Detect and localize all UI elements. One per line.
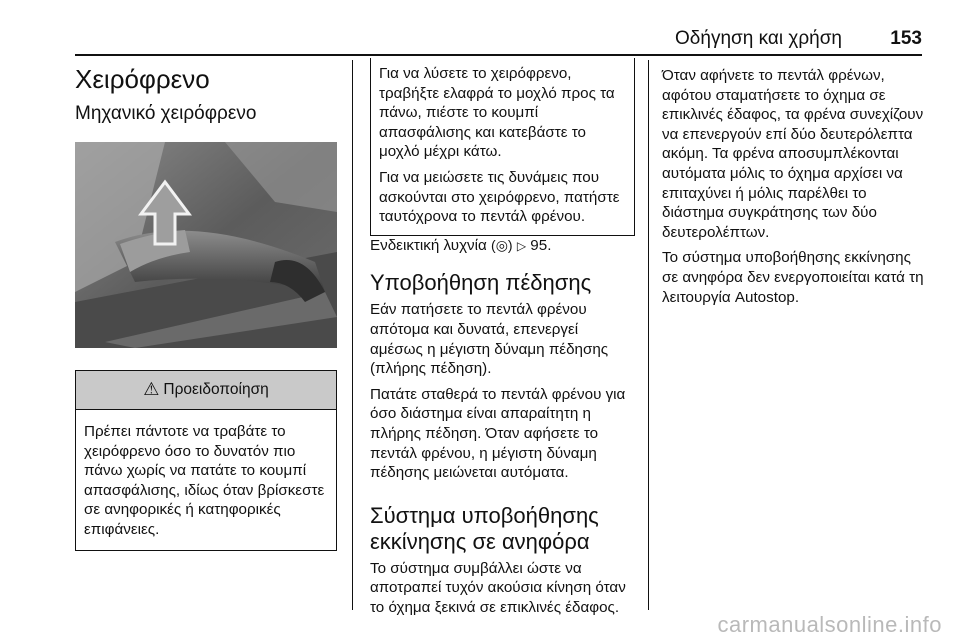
watermark: carmanualsonline.info [717,612,942,637]
column-divider-1 [352,60,353,610]
brake-lamp-icon: (◎) [491,236,513,253]
reduce-force-tip: Για να μειώσετε τις δυνάμεις που ασκούνται στο χειρόφρενο, πατήστε ταυτόχρονα το πεντάλ φρένου. [379,168,620,226]
page-header [0,0,960,58]
indicator-line [370,236,635,257]
page-number: 153 [890,28,922,49]
warning-label: Προειδοποίηση [163,381,269,399]
section-title-brake-assist: Υποβοήθηση πέδησης [370,270,592,296]
hill-start-paragraph-1: Το σύστημα συμβάλλει ώστε να αποτραπεί τυχόν ακούσια κίνηση όταν το όχημα ξεκινά σε επικλινές έδαφος. [370,559,626,616]
header-rule [75,54,922,56]
handbrake-illustration [75,142,337,348]
column-2 [370,60,635,623]
brake-assist-paragraph-1: Εάν πατήσετε το πεντάλ φρένου απότομα και δυνατά, επενεργεί αμέσως η μέγιστη δύναμη πέδησης (πλήρης πέδηση). [370,301,609,378]
section-title-handbrake: Χειρόφρενο [75,64,210,94]
release-info-box [370,58,635,236]
indicator-page-ref[interactable]: 95. [530,236,552,254]
warning-triangle-icon: ⚠ [143,379,160,400]
handbrake-photo [75,142,337,348]
warning-body [76,410,336,550]
column-divider-2 [648,60,649,610]
indicator-text: Ενδεικτική λυχνία [370,236,487,254]
section-title-hill-start: Σύστημα υποβοήθησης εκκίνησης σε ανηφόρα [370,502,599,554]
column-1 [75,60,337,551]
warning-box [75,370,337,551]
hill-start-paragraph-2: Όταν αφήνετε το πεντάλ φρένων, αφότου σταματήσετε το όχημα σε επικλινές έδαφος, τα φρένα συνεχίζουν να επενεργούν επί δύο δευτερόλεπτα ακόμη. Τα φρένα αποσυμπλέκονται αυτόματα μόλις το όχημα αρχίσει να επιταχύνει ή μόλις παρέλθει το διάστημα συγκράτησης των δύο δευτερολέπτων. [662,67,924,241]
warning-header [76,371,336,410]
subsection-title-mechanical: Μηχανικό χειρόφρενο [75,103,257,124]
release-instructions: Για να λύσετε το χειρόφρενο, τραβήξτε ελαφρά το μοχλό προς τα πάνω, πιέστε το κουμπί απασφάλισης και κατεβάστε το μοχλό μέχρι κάτω. [379,65,615,161]
warning-text: Πρέπει πάντοτε να τραβάτε το χειρόφρενο όσο το δυνατόν πιο πάνω χωρίς να πατάτε το κουμπί απασφάλισης, ιδίως όταν βρίσκεστε σε ανηφορικές ή κατηφορικές επιφάνειες. [84,423,325,538]
running-title: Οδήγηση και χρήση [675,28,842,49]
hill-start-paragraph-3: Το σύστημα υποβοήθησης εκκίνησης σε ανηφόρα δεν ενεργοποιείται κατά τη λειτουργία Autostop. [662,249,924,306]
column-3 [662,66,924,313]
reference-arrow-icon: ▷ [516,238,527,253]
brake-assist-paragraph-2: Πατάτε σταθερά το πεντάλ φρένου για όσο διάστημα είναι απαραίτητη η πλήρης πέδηση. Όταν αφήσετε το πεντάλ φρένου, η μέγιστη δύναμη πέδησης μειώνεται αυτόματα. [370,385,626,482]
